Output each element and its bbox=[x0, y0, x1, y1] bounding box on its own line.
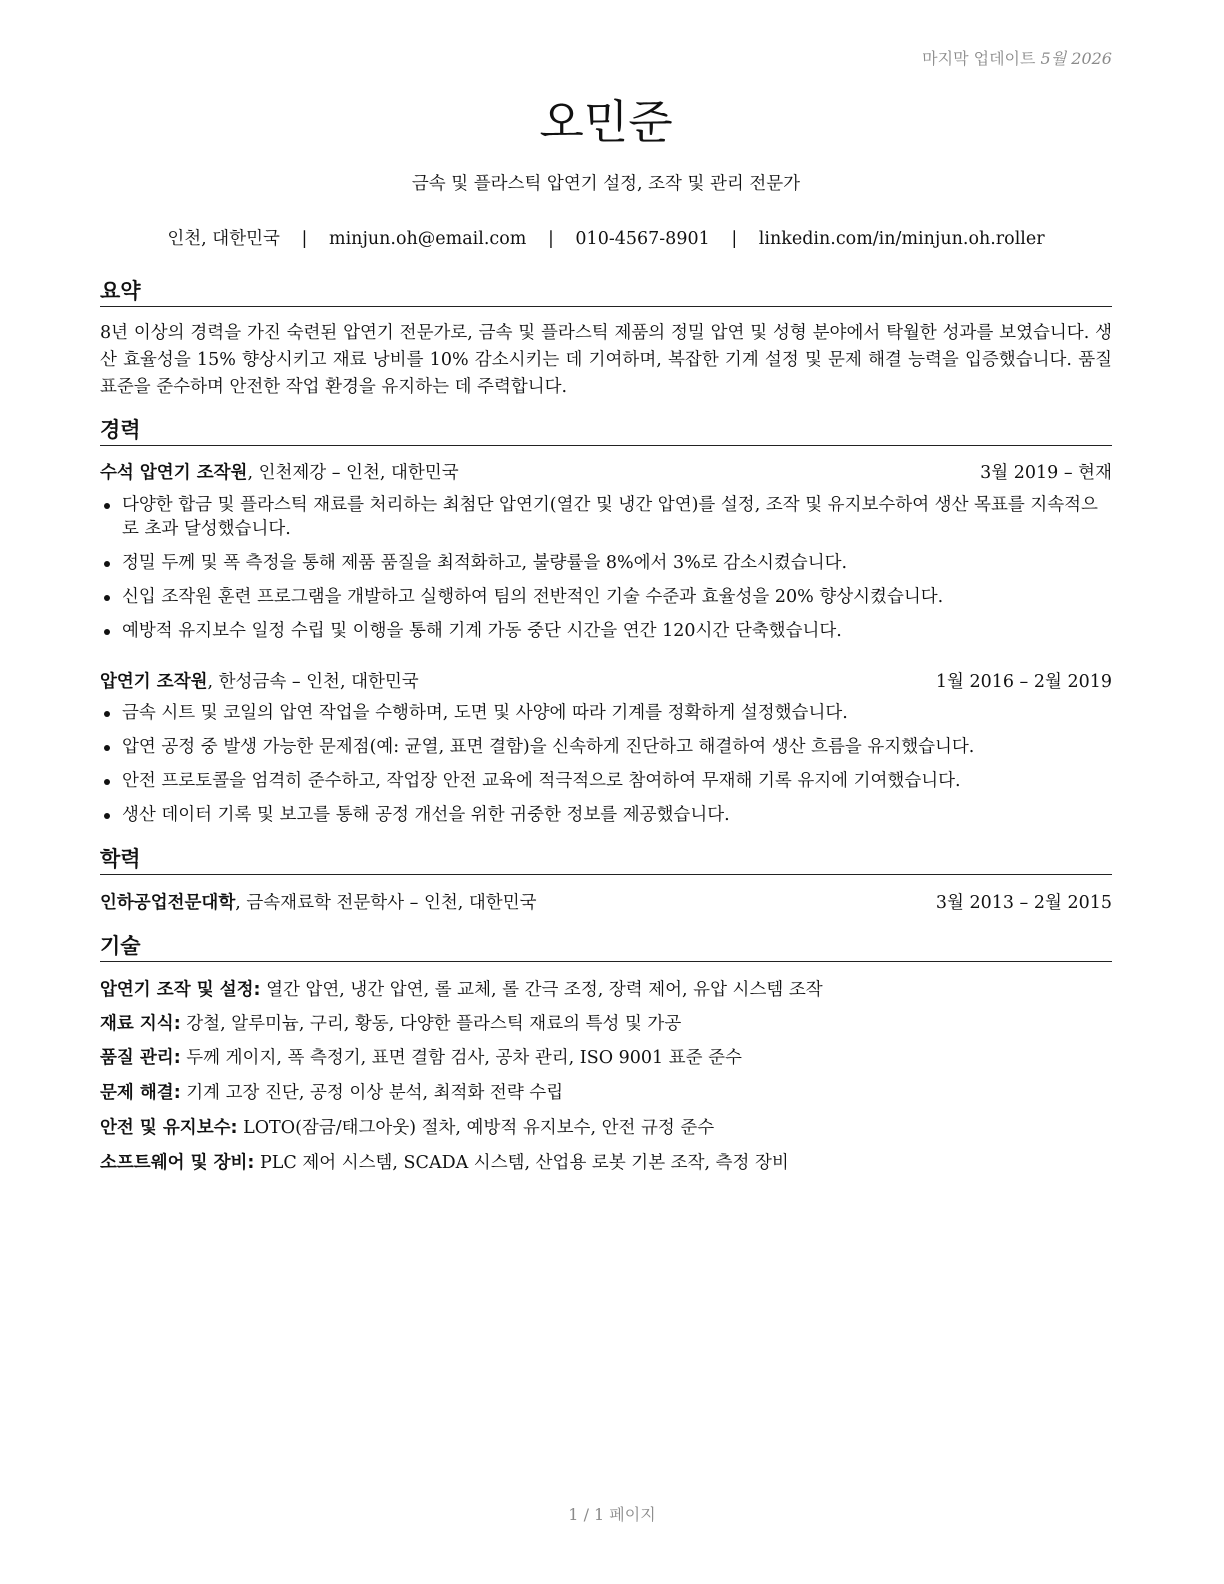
last-updated bbox=[922, 46, 1112, 69]
list-item bbox=[100, 585, 1112, 609]
contact-separator: | bbox=[731, 229, 738, 249]
bullet-text: 신입 조작원 훈련 프로그램을 개발하고 실행하여 팀의 전반적인 기술 수준과 효율성을 20% 향상시켰습니다. bbox=[122, 587, 944, 607]
job-header bbox=[100, 461, 1112, 485]
skill-value: LOTO(잠금/태그아웃) 절차, 예방적 유지보수, 안전 규정 준수 bbox=[237, 1118, 715, 1138]
skill-label: 압연기 조작 및 설정: bbox=[100, 980, 261, 1000]
skill-row bbox=[100, 978, 1112, 1002]
bullet-icon bbox=[104, 745, 110, 751]
education-school: 인하공업전문대학 bbox=[100, 893, 236, 913]
list-item bbox=[100, 493, 1112, 541]
bullet-text: 안전 프로토콜을 엄격히 준수하고, 작업장 안전 교육에 적극적으로 참여하여 무재해 기록 유지에 기여했습니다. bbox=[122, 771, 961, 791]
list-item bbox=[100, 803, 1112, 827]
contact-linkedin[interactable]: linkedin.com/in/minjun.oh.roller bbox=[758, 229, 1045, 249]
skill-label: 소프트웨어 및 장비: bbox=[100, 1153, 255, 1173]
skill-row bbox=[100, 1151, 1112, 1175]
candidate-tagline: 금속 및 플라스틱 압연기 설정, 조작 및 관리 전문가 bbox=[411, 174, 801, 194]
job-header bbox=[100, 670, 1112, 694]
skill-row bbox=[100, 1012, 1112, 1036]
skill-label: 문제 해결: bbox=[100, 1083, 181, 1103]
candidate-name: 오민준 bbox=[539, 95, 673, 149]
bullet-icon bbox=[104, 595, 110, 601]
job-company: , 한성금속 – 인천, 대한민국 bbox=[207, 672, 419, 692]
last-updated-label: 마지막 업데이트 bbox=[922, 49, 1036, 68]
bullet-text: 다양한 합금 및 플라스틱 재료를 처리하는 최첨단 압연기(열간 및 냉간 압연)를 설정, 조작 및 유지보수하여 생산 목표를 지속적으로 초과 달성했습니다. bbox=[122, 495, 1098, 539]
job-dates: 3월 2019 – 현재 bbox=[980, 463, 1112, 483]
education-entry bbox=[100, 891, 1112, 915]
contact-separator: | bbox=[301, 229, 308, 249]
contact-phone: 010-4567-8901 bbox=[575, 229, 710, 249]
bullet-icon bbox=[104, 813, 110, 819]
list-item bbox=[100, 701, 1112, 725]
skill-value: 두께 게이지, 폭 측정기, 표면 결함 검사, 공차 관리, ISO 9001 표준 준수 bbox=[180, 1048, 742, 1068]
bullet-icon bbox=[104, 561, 110, 567]
section-title-summary: 요약 bbox=[100, 278, 1112, 307]
job-role: 압연기 조작원 bbox=[100, 672, 208, 692]
bullet-icon bbox=[104, 711, 110, 717]
skill-label: 안전 및 유지보수: bbox=[100, 1118, 238, 1138]
contact-line bbox=[100, 225, 1112, 250]
job-role: 수석 압연기 조작원 bbox=[100, 463, 248, 483]
page-number: 1 / 1 페이지 bbox=[568, 1505, 656, 1524]
list-item bbox=[100, 551, 1112, 575]
bullet-text: 금속 시트 및 코일의 압연 작업을 수행하며, 도면 및 사양에 따라 기계를 정확하게 설정했습니다. bbox=[122, 703, 848, 723]
skill-row bbox=[100, 1081, 1112, 1105]
bullet-icon bbox=[104, 629, 110, 635]
skill-value: 열간 압연, 냉간 압연, 롤 교체, 롤 간극 조정, 장력 제어, 유압 시스템 조작 bbox=[260, 980, 823, 1000]
bullet-text: 압연 공정 중 발생 가능한 문제점(예: 균열, 표면 결함)을 신속하게 진단하고 해결하여 생산 흐름을 유지했습니다. bbox=[122, 737, 975, 757]
bullet-text: 생산 데이터 기록 및 보고를 통해 공정 개선을 위한 귀중한 정보를 제공했습니다. bbox=[122, 805, 730, 825]
job-company: , 인천제강 – 인천, 대한민국 bbox=[247, 463, 459, 483]
skill-row bbox=[100, 1116, 1112, 1140]
list-item bbox=[100, 735, 1112, 759]
list-item bbox=[100, 769, 1112, 793]
skill-value: 강철, 알루미늄, 구리, 황동, 다양한 플라스틱 재료의 특성 및 가공 bbox=[180, 1014, 682, 1034]
skill-row bbox=[100, 1046, 1112, 1070]
section-title-skills: 기술 bbox=[100, 933, 1112, 962]
summary-text: 8년 이상의 경력을 가진 숙련된 압연기 전문가로, 금속 및 플라스틱 제품의 정밀 압연 및 성형 분야에서 탁월한 성과를 보였습니다. 생산 효율성을 15% 향상시키고 재료 낭비를 10% 감소시키는 데 기여하며, 복잡한 기계 설정 및 문제 해결 능력을 입증했습니다. 품질 표준을 준수하며 안전한 작업 환경을 유지하는 데 주력합니다. bbox=[100, 323, 1112, 397]
skill-label: 품질 관리: bbox=[100, 1048, 181, 1068]
bullet-icon bbox=[104, 503, 110, 509]
section-title-education: 학력 bbox=[100, 846, 1112, 875]
section-title-experience: 경력 bbox=[100, 417, 1112, 446]
job-bullets bbox=[100, 493, 1112, 653]
contact-location: 인천, 대한민국 bbox=[167, 229, 280, 249]
last-updated-date: 5월 2026 bbox=[1040, 49, 1112, 68]
skill-value: PLC 제어 시스템, SCADA 시스템, 산업용 로봇 기본 조작, 측정 장비 bbox=[254, 1153, 789, 1173]
bullet-icon bbox=[104, 779, 110, 785]
education-detail: , 금속재료학 전문학사 – 인천, 대한민국 bbox=[235, 893, 537, 913]
skill-value: 기계 고장 진단, 공정 이상 분석, 최적화 전략 수립 bbox=[180, 1083, 564, 1103]
education-dates: 3월 2013 – 2월 2015 bbox=[935, 893, 1112, 913]
contact-email[interactable]: minjun.oh@email.com bbox=[328, 229, 527, 249]
contact-separator: | bbox=[547, 229, 554, 249]
job-dates: 1월 2016 – 2월 2019 bbox=[935, 672, 1112, 692]
bullet-text: 예방적 유지보수 일정 수립 및 이행을 통해 기계 가동 중단 시간을 연간 120시간 단축했습니다. bbox=[122, 621, 842, 641]
list-item bbox=[100, 619, 1112, 643]
skill-label: 재료 지식: bbox=[100, 1014, 181, 1034]
bullet-text: 정밀 두께 및 폭 측정을 통해 제품 품질을 최적화하고, 불량률을 8%에서 3%로 감소시켰습니다. bbox=[122, 553, 848, 573]
job-bullets bbox=[100, 701, 1112, 837]
